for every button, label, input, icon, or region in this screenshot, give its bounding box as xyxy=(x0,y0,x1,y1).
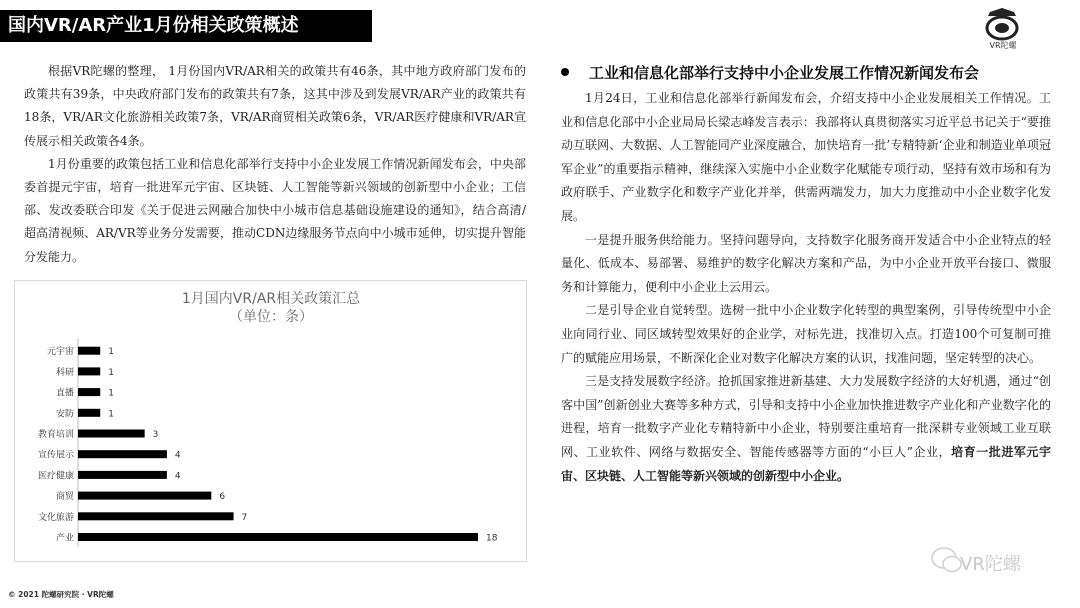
policy-bar-chart xyxy=(14,280,527,562)
page-title: 国内VR/AR产业1月份相关政策概述 xyxy=(0,10,372,42)
chart-bar xyxy=(78,450,167,458)
chart-data-label: 4 xyxy=(174,471,181,482)
chart-data-label: 4 xyxy=(174,450,181,461)
left-summary xyxy=(24,60,526,269)
footer-copyright: © 2021 陀螺研究院 · VR陀螺 xyxy=(8,590,114,599)
left-paragraph-2: 1月份重要的政策包括工业和信息化部举行支持中小企业发展工作情况新闻发布会，中央部委首提元宇宙，培育一批进军元宇宙、区块链、人工智能等新兴领域的创新型中小企业；工信部、发改委联合印发《关于促进云网融合加快中小城市信息基础设施建设的通知》，结合高清/超高清视频、AR/VR等业务分发需要，推动CDN边缘服务节点向中小城市延伸，切实提升智能分发能力。 xyxy=(24,156,526,264)
chart-data-label: 18 xyxy=(486,533,498,544)
right-paragraph-3 xyxy=(561,299,1051,370)
chart-data-label: 6 xyxy=(219,492,226,503)
chart-canvas xyxy=(15,281,528,563)
chart-data-label: 1 xyxy=(108,367,114,378)
chart-data-label: 1 xyxy=(108,347,114,358)
chart-subtitle: （单位：条） xyxy=(229,309,313,325)
right-heading xyxy=(561,62,1071,83)
chart-data-label: 7 xyxy=(241,512,248,523)
chart-bar xyxy=(78,388,100,396)
chart-data-label: 1 xyxy=(108,388,114,399)
chart-category-label: 科研 xyxy=(55,367,74,378)
right-paragraph-4-bold: 培育一批进军元宇宙、区块链、人工智能等新兴领域的创新型中小企业。 xyxy=(561,444,1051,483)
chart-bar xyxy=(78,471,167,479)
chart-category-label: 直播 xyxy=(55,388,74,399)
left-paragraph-1: 根据VR陀螺的整理， 1月份国内VR/AR相关的政策共有46条，其中地方政府部门发布的政策共有39条，中央政府部门发布的政策共有7条，这其中涉及到发展VR/AR产业的政策共有18条，VR/AR文化旅游相关政策7条，VR/AR商贸相关政策6条，VR/AR医疗健康和VR/AR宣传展示相关政策各4条。 xyxy=(24,64,526,148)
chart-bar xyxy=(78,409,100,417)
chart-bar xyxy=(78,367,100,375)
chart-category-label: 元宇宙 xyxy=(46,347,74,358)
bullet-icon xyxy=(561,68,569,76)
chart-data-label: 3 xyxy=(152,430,159,440)
chart-category-label: 产业 xyxy=(55,533,74,544)
right-article xyxy=(561,87,1051,488)
chart-title: 1月国内VR/AR相关政策汇总 xyxy=(181,291,361,307)
right-paragraph-3-text: 二是引导企业自觉转型。选树一批中小企业数字化转型的典型案例，引导传统型中小企业向同行业、同区域转型效果好的企业学，对标先进，找准切入点。打造100个可复制可推广的赋能应用场景，不断深化企业对数字化解决方案的认识，找准问题，坚定转型的决心。 xyxy=(561,303,1051,365)
watermark-text: VR陀螺 xyxy=(960,554,1021,575)
right-paragraph-2 xyxy=(561,229,1051,300)
chart-category-label: 医疗健康 xyxy=(37,471,74,482)
chart-category-label: 文化旅游 xyxy=(37,512,74,523)
chart-data-label: 1 xyxy=(108,409,114,420)
chart-category-label: 商贸 xyxy=(55,492,74,503)
chart-bar xyxy=(78,492,211,500)
right-paragraph-1-text: 1月24日，工业和信息化部举行新闻发布会，介绍支持中小企业发展相关工作情况。工业和信息化部中小企业局局长梁志峰发言表示：我部将认真贯彻落实习近平总书记关于“要推动互联网、大数据、人工智能同产业深度融合，加快培育一批’专精特新‘企业和制造业单项冠军企业”的重要指示精神，继续深入实施中小企业数字化赋能专项行动，坚持有效市场和有为政府联手、产业数字化和数字产业化并举，供需两端发力，加大力度推动中小企业数字化发展。 xyxy=(561,91,1051,223)
chart-bar xyxy=(78,430,145,438)
chart-bar xyxy=(78,533,478,541)
right-paragraph-1 xyxy=(561,87,1051,229)
chart-category-label: 教育培训 xyxy=(37,430,74,440)
chart-bar xyxy=(78,347,100,355)
chart-bar xyxy=(78,512,234,520)
right-paragraph-4-text: 三是支持发展数字经济。抢抓国家推进新基建、大力发展数字经济的大好机遇，通过“创客中国”创新创业大赛等多种方式，引导和支持中小企业加快推进数字产业化和产业数字化的进程，培育一批数字产业化专精特新中小企业，特别要注重培育一批深耕专业领域工业互联网、工业软件、网络与数据安全、智能传感器等方面的“小巨人”企业， xyxy=(561,374,1051,459)
chart-category-label: 宣传展示 xyxy=(37,450,74,461)
right-paragraph-2-text: 一是提升服务供给能力。坚持问题导向，支持数字化服务商开发适合中小企业特点的轻量化、低成本、易部署、易维护的数字化解决方案和产品，为中小企业开放平台接口、微服务和计算能力，便利中小企业上云用云。 xyxy=(561,232,1051,294)
right-heading-text: 工业和信息化部举行支持中小企业发展工作情况新闻发布会 xyxy=(589,64,980,82)
chart-category-label: 安防 xyxy=(55,409,74,420)
logo-text: VR陀螺 xyxy=(989,41,1017,50)
right-paragraph-4 xyxy=(561,370,1051,488)
